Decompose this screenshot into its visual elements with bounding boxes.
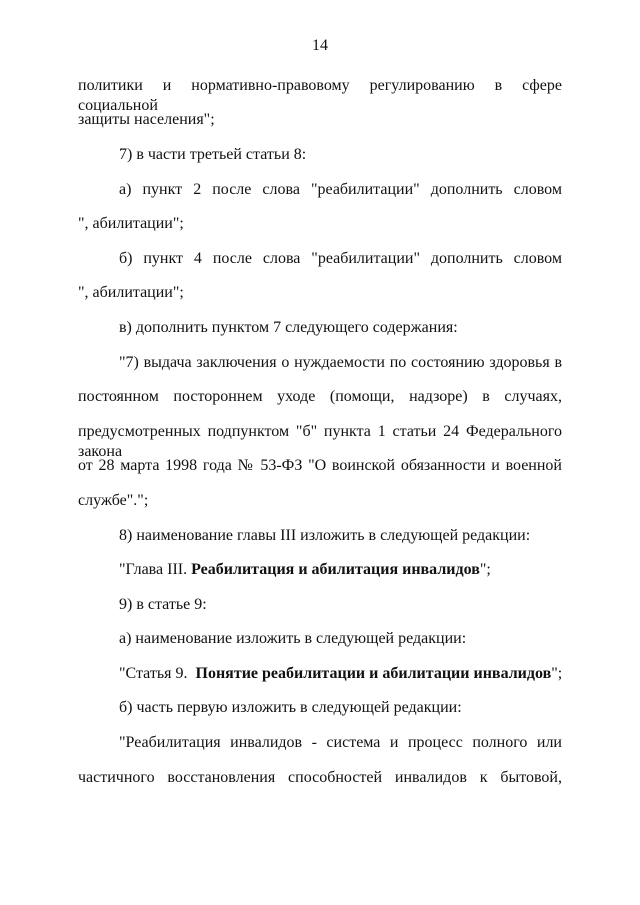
text-line: 8) наименование главы III изложить в следующей редакции: [119,527,531,544]
article-prefix: "Статья 9. [119,665,196,682]
text-line: б) часть первую изложить в следующей редакции: [119,699,462,716]
text-line: постоянном постороннем уходе (помощи, надзоре) в случаях, [78,388,562,405]
chapter-title: Реабилитация и абилитация инвалидов [191,561,480,578]
text-line: службе"."; [78,492,149,509]
text-line: ", абилитации"; [78,215,184,232]
article-heading-line [119,664,562,684]
text-line: "7) выдача заключения о нуждаемости по состоянию здоровья в [119,354,562,371]
page-number: 14 [312,37,328,54]
article-suffix: "; [551,665,563,682]
text-line: б) пункт 4 после слова "реабилитации" дополнить словом [119,250,562,267]
chapter-heading-line [119,560,562,580]
text-line: от 28 марта 1998 года № 53-ФЗ "О воинской обязанности и военной [78,457,562,474]
article-title: Понятие реабилитации и абилитации инвалидов [195,665,552,682]
chapter-prefix: "Глава III. [119,561,192,578]
text-line: а) наименование изложить в следующей редакции: [119,630,467,647]
text-line: политики и нормативно-правовому регулированию в сфере социальной [78,77,562,114]
text-line: "Реабилитация инвалидов - система и процесс полного или [119,734,562,751]
text-line: частичного восстановления способностей инвалидов к бытовой, [78,769,562,786]
text-line: предусмотренных подпунктом "б" пункта 1 статьи 24 Федерального закона [78,423,562,460]
text-line: в) дополнить пунктом 7 следующего содержания: [119,319,458,336]
text-line: ", абилитации"; [78,284,184,301]
text-line: а) пункт 2 после слова "реабилитации" дополнить словом [119,181,562,198]
chapter-suffix: "; [479,561,491,578]
text-line: 7) в части третьей статьи 8: [119,146,307,163]
text-line: 9) в статье 9: [119,596,207,613]
text-line: защиты населения"; [78,111,215,128]
